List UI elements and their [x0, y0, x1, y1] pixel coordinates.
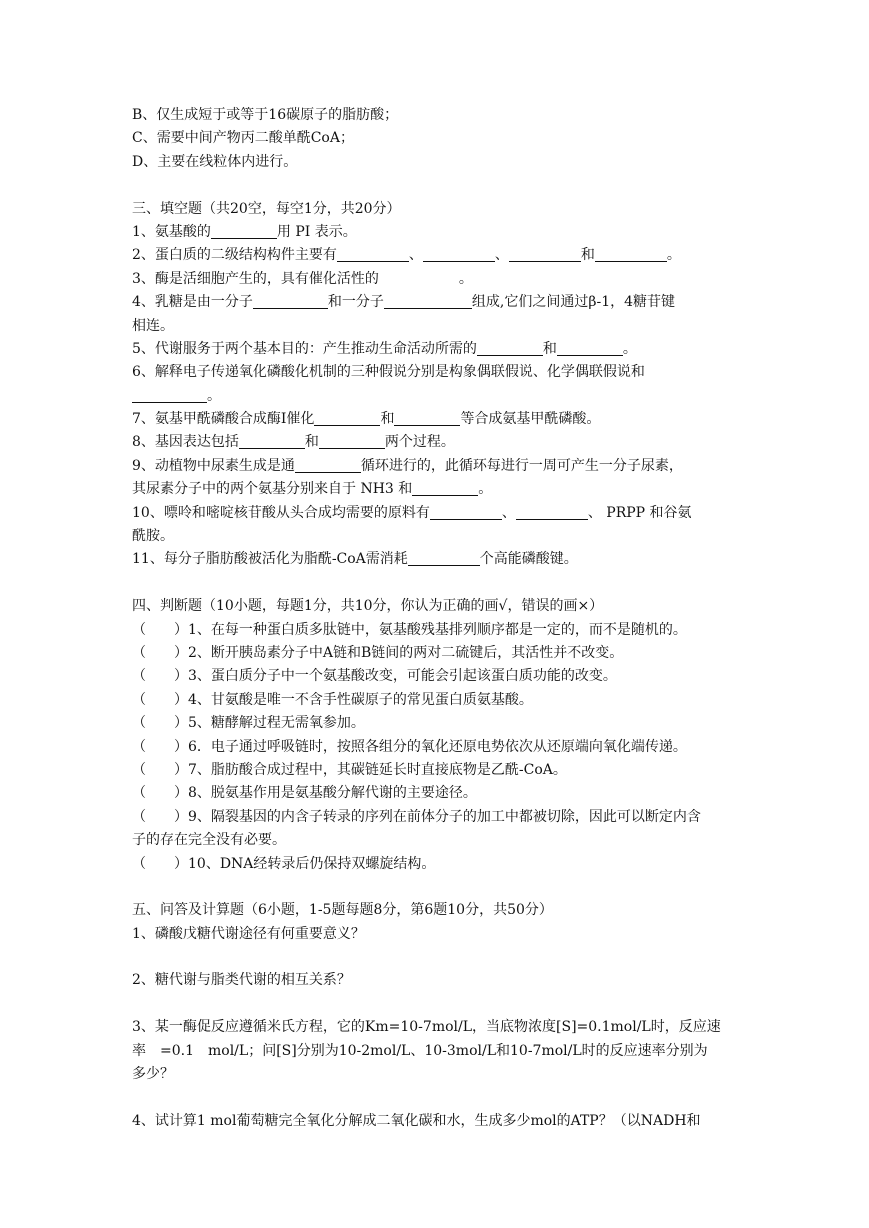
fill-question-4-cont: 相连。 [132, 317, 174, 334]
answer-blank[interactable] [516, 504, 588, 520]
answer-blank[interactable] [211, 223, 277, 239]
option-b: B、仅生成短于或等于16碳原子的脂肪酸； [132, 107, 399, 123]
answer-blank[interactable] [412, 480, 478, 496]
judge-item[interactable]: （ ）1、在每一种蛋白质多肽链中，氨基酸残基排列顺序都是一定的，而不是随机的。 [132, 621, 687, 638]
fill-question-11: 11、每分子脂肪酸被活化为脂酰-CoA需消耗 个高能磷酸键。 [132, 551, 578, 568]
fill-question-1: 1、氨基酸的 用 PI 表示。 [132, 223, 357, 240]
answer-blank[interactable] [253, 293, 328, 309]
option-c: C、需要中间产物丙二酸单酰CoA； [132, 130, 354, 147]
judge-item[interactable]: （ ）4、甘氨酸是唯一不含手性碳原子的常见蛋白质氨基酸。 [132, 691, 533, 708]
answer-blank[interactable] [408, 550, 480, 566]
judge-item[interactable]: （ ）8、脱氨基作用是氨基酸分解代谢的主要途径。 [132, 785, 477, 802]
fill-question-9-cont: 其尿素分子中的两个氨基分别来自于 NH3 和 。 [132, 481, 493, 498]
qa-question-4: 4、试计算1 mol葡萄糖完全氧化分解成二氧化碳和水，生成多少mol的ATP？（以NADH和 [132, 1112, 701, 1129]
judge-item[interactable]: （ ）5、糖酵解过程无需氧参加。 [132, 715, 365, 732]
fill-question-3: 3、酶是活细胞产生的，具有催化活性的 。 [132, 270, 473, 287]
judge-item[interactable]: （ ）10、DNA经转录后仍保持双螺旋结构。 [132, 855, 436, 872]
answer-blank[interactable] [477, 340, 543, 356]
fill-question-5: 5、代谢服务于两个基本目的：产生推动生命活动所需的 和 。 [132, 340, 637, 357]
fill-question-6-cont: 。 [132, 385, 742, 408]
fill-question-10: 10、嘌呤和嘧啶核苷酸从头合成均需要的原料有 、 、 PRPP 和谷氨 [132, 504, 692, 521]
judge-item[interactable]: （ ）3、蛋白质分子中一个氨基酸改变，可能会引起该蛋白质功能的改变。 [132, 668, 617, 685]
fill-question-6: 6、解释电子传递氧化磷酸化机制的三种假说分别是构象偶联假说、化学偶联假说和 [132, 364, 645, 381]
qa-question-3: 3、某一酶促反应遵循米氏方程，它的Km=10-7mol/L，当底物浓度[S]=0.1mol/L时，反应速 [132, 1019, 721, 1036]
option-d: D、主要在线粒体内进行。 [132, 153, 298, 170]
answer-blank[interactable] [337, 246, 409, 262]
qa-question-3-cont: 多少？ [132, 1066, 174, 1083]
answer-blank[interactable] [595, 246, 667, 262]
qa-question-3-cont: 率 =0.1 mol/L；问[S]分别为10-2mol/L、10-3mol/L和10-7mol/L时的反应速率分别为 [132, 1042, 708, 1059]
answer-blank[interactable] [239, 433, 305, 449]
fill-question-9: 9、动植物中尿素生成是通 循环进行的，此循环每进行一周可产生一分子尿素， [132, 457, 683, 474]
judge-item[interactable]: （ ）9、隔裂基因的内含子转录的序列在前体分子的加工中都被切除，因此可以断定内含 [132, 808, 701, 825]
judge-item-cont: 子的存在完全没有必要。 [132, 832, 286, 849]
judge-section-title: 四、判断题（10小题，每题1分，共10分，你认为正确的画√，错误的画×） [132, 598, 604, 615]
fill-question-8: 8、基因表达包括 和 两个过程。 [132, 434, 455, 451]
qa-section-title: 五、问答及计算题（6小题，1-5题每题8分，第6题10分，共50分） [132, 902, 553, 919]
qa-question-2: 2、糖代谢与脂类代谢的相互关系？ [132, 972, 351, 989]
fill-question-10-cont: 酰胺。 [132, 528, 174, 545]
answer-blank[interactable] [423, 246, 495, 262]
answer-blank[interactable] [557, 340, 623, 356]
answer-blank[interactable] [430, 504, 502, 520]
fill-question-2: 2、蛋白质的二级结构构件主要有 、 、 和 。 [132, 247, 681, 264]
answer-blank[interactable] [384, 293, 472, 309]
qa-question-1: 1、磷酸戊糖代谢途径有何重要意义？ [132, 925, 365, 942]
answer-blank[interactable] [509, 246, 581, 262]
exam-page [132, 104, 742, 1133]
fill-question-4: 4、乳糖是由一分子 和一分子 组成,它们之间通过β-1，4糖苷键 [132, 294, 676, 311]
answer-blank[interactable] [295, 457, 361, 473]
judge-item[interactable]: （ ）7、脂肪酸合成过程中，其碳链延长时直接底物是乙酰-CoA。 [132, 761, 567, 778]
answer-blank[interactable] [319, 433, 385, 449]
answer-blank[interactable] [132, 387, 207, 403]
answer-blank[interactable] [314, 410, 380, 426]
answer-blank[interactable] [394, 410, 460, 426]
fill-question-7: 7、氨基甲酰磷酸合成酶Ⅰ催化 和 等合成氨基甲酰磷酸。 [132, 411, 601, 428]
judge-item[interactable]: （ ）6．电子通过呼吸链时，按照各组分的氧化还原电势依次从还原端向氧化端传递。 [132, 738, 687, 755]
judge-item[interactable]: （ ）2、断开胰岛素分子中A链和B链间的两对二硫键后，其活性并不改变。 [132, 644, 624, 661]
fill-section-title: 三、填空题（共20空，每空1分，共20分） [132, 200, 401, 217]
